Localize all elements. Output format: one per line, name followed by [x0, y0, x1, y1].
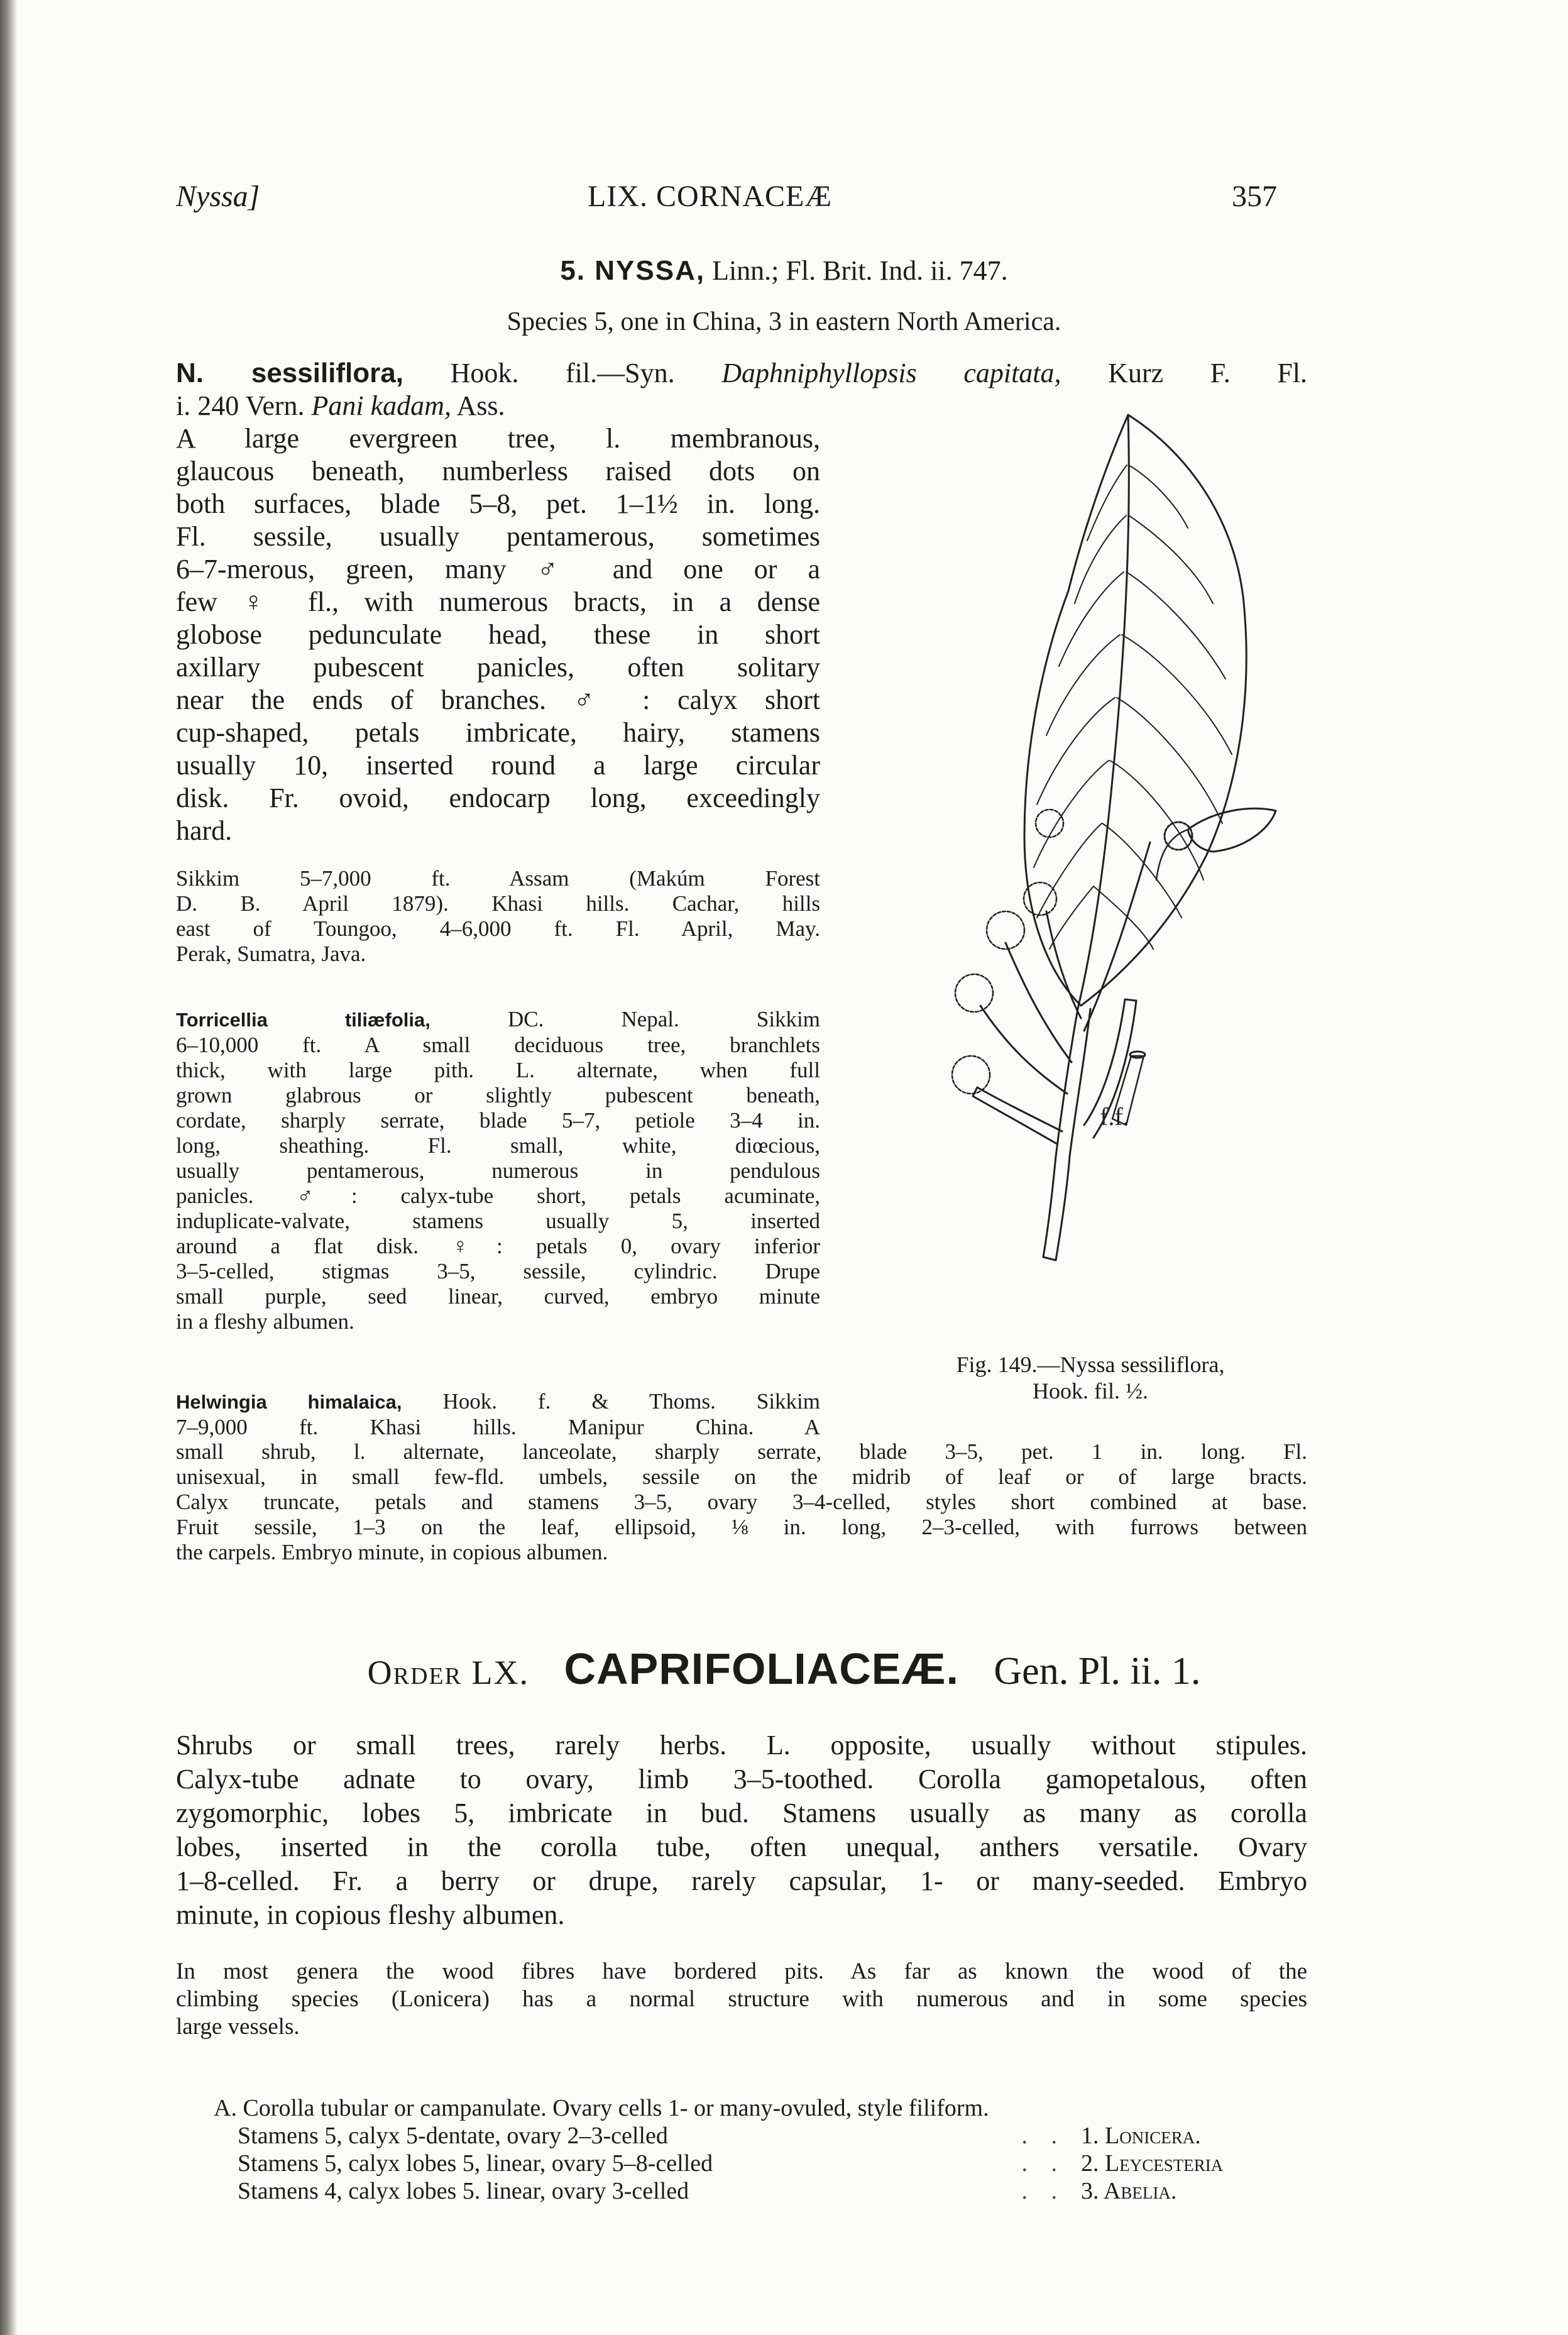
order-line: 1–8-celled. Fr. a berry or drupe, rarely capsular, 1- or many-seeded. Embryo [176, 1865, 1307, 1896]
helwingia-wide-line: the carpels. Embryo minute, in copious albumen. [176, 1540, 608, 1564]
twig-tip [1130, 1052, 1145, 1058]
description-line: cup-shaped, petals imbricate, hairy, stamens [176, 717, 820, 748]
flower-head [1165, 822, 1192, 850]
nyssa-illustration [836, 402, 1320, 1345]
genus-heading [0, 255, 1568, 287]
helwingia-first-line [176, 1389, 820, 1415]
torricellia-line: 3–5-celled, stigmas 3–5, sessile, cylindric. Drupe [176, 1259, 820, 1283]
flower-head [955, 974, 993, 1012]
vern-name: Pani kadam, [311, 390, 451, 421]
order-line: zygomorphic, lobes 5, imbricate in bud. Stamens usually as many as corolla [176, 1798, 1307, 1828]
order-line: Shrubs or small trees, rarely herbs. L. opposite, usually without stipules. [176, 1730, 1307, 1761]
helwingia-wide-line: unisexual, in small few-fld. umbels, sessile on the midrib of leaf or of large bracts. [176, 1464, 1307, 1489]
flower-heads [952, 810, 1063, 1094]
key-row-text: Stamens 5, calyx lobes 5, linear, ovary 5–8-celled [238, 2150, 713, 2177]
description-line: globose pedunculate head, these in short [176, 619, 820, 650]
species-synonym-ref: Kurz F. Fl. [1108, 358, 1308, 388]
wood-line: large vessels. [176, 2014, 300, 2040]
flower-head [1036, 810, 1063, 837]
description-line: few ♀ fl., with numerous bracts, in a dense [176, 586, 820, 617]
order-name: CAPRIFOLIACEÆ. [564, 1644, 959, 1693]
species-distribution [176, 866, 820, 967]
species-vernacular-line [176, 390, 820, 422]
torricellia-line: long, sheathing. Fl. small, white, diœcious, [176, 1133, 820, 1158]
branch [980, 1006, 1067, 1094]
branch [1006, 943, 1072, 1062]
key-genus: 3. Abelia. [1081, 2178, 1177, 2204]
description-line: axillary pubescent panicles, often solitary [176, 652, 820, 683]
helwingia-paragraph-head [176, 1389, 820, 1440]
wood-line: climbing species (Lonicera) has a normal structure with numerous and in some species [176, 1986, 1307, 2012]
leaf-veins [1034, 465, 1232, 949]
distribution-line: D. B. April 1879). Khasi hills. Cachar, hills [176, 891, 820, 916]
torricellia-line: grown glabrous or slightly pubescent beneath, [176, 1083, 820, 1107]
caption-line: Hook. fil. ½. [1033, 1378, 1148, 1404]
helwingia-wide-line: Fruit sessile, 1–3 on the leaf, ellipsoid, ⅛ in. long, 2–3-celled, with furrows between [176, 1515, 1307, 1539]
scan-edge [0, 0, 18, 2335]
genus-name: 5. NYSSA, [560, 255, 706, 286]
order-description [176, 1728, 1307, 1932]
torricellia-line: around a flat disk. ♀: petals 0, ovary inferior [176, 1234, 820, 1258]
vern-region: Ass. [456, 390, 505, 421]
wood-line: In most genera the wood fibres have bordered pits. As far as known the wood of the [176, 1959, 1307, 1984]
description-line: disk. Fr. ovoid, endocarp long, exceedingly [176, 783, 820, 813]
order-line: lobes, inserted in the corolla tube, often unequal, anthers versatile. Ovary [176, 1832, 1307, 1862]
key-genus: 2. Leycesteria [1081, 2150, 1224, 2177]
key-genus: 1. Lonicera. [1081, 2123, 1201, 2149]
torricellia-line: usually pentamerous, numerous in pendulous [176, 1158, 820, 1183]
key-row-text: Stamens 4, calyx lobes 5. linear, ovary 3-celled [238, 2178, 689, 2204]
order-heading [0, 1644, 1568, 1694]
description-line: usually 10, inserted round a large circular [176, 750, 820, 781]
species-ref: i. 240 [176, 390, 239, 421]
torricellia-line: induplicate-valvate, stamens usually 5, inserted [176, 1209, 820, 1233]
caption-line: Fig. 149.—Nyssa sessiliflora, [956, 1352, 1225, 1377]
key-dots: . . [1021, 2123, 1066, 2149]
description-line: Fl. sessile, usually pentamerous, sometimes [176, 521, 820, 552]
species-heading [176, 357, 1307, 390]
order-line: minute, in copious fleshy albumen. [176, 1899, 565, 1930]
torricellia-first-line [176, 1007, 820, 1033]
page-number: 357 [1232, 180, 1277, 213]
distribution-line: Perak, Sumatra, Java. [176, 942, 366, 966]
helwingia-wide-line: small shrub, l. alternate, lanceolate, sharply serrate, blade 3–5, pet. 1 in. long. Fl. [176, 1439, 1307, 1464]
key-row [214, 2150, 1307, 2177]
description-line: 6–7-merous, green, many ♂ and one or a [176, 554, 820, 585]
key-dots: . . [1021, 2178, 1066, 2204]
vern-label: Vern. [245, 390, 305, 421]
torricellia-line: cordate, sharply serrate, blade 5–7, petiole 3–4 in. [176, 1108, 820, 1133]
genus-key [214, 2094, 1307, 2205]
distribution-line: Sikkim 5–7,000 ft. Assam (Makúm Forest [176, 866, 820, 891]
distribution-line: east of Toungoo, 4–6,000 ft. Fl. April, May. [176, 916, 820, 941]
torricellia-paragraph [176, 1007, 820, 1334]
stem [1043, 1009, 1090, 1260]
description-line: glaucous beneath, numberless raised dots on [176, 456, 820, 486]
figure-caption [864, 1351, 1317, 1404]
species-synonym: Daphniphyllopsis capitata, [721, 358, 1061, 388]
key-head: A. Corolla tubular or campanulate. Ovary cells 1- or many-ovuled, style filiform. [214, 2095, 989, 2121]
torricellia-name: Torricellia tiliæfolia, [176, 1009, 430, 1031]
torricellia-first-rest: DC. Nepal. Sikkim [507, 1007, 820, 1031]
fruit-bud [1188, 808, 1276, 852]
torricellia-line: thick, with large pith. L. alternate, when full [176, 1058, 820, 1082]
description-line: both surfaces, blade 5–8, pet. 1–1½ in. long. [176, 488, 820, 519]
helwingia-wide-line: Calyx truncate, petals and stamens 3–5, ovary 3–4-celled, styles short combined at base. [176, 1490, 1307, 1514]
branch [1084, 842, 1150, 1031]
flower-head [952, 1056, 990, 1094]
artist-signature: f.f. [1100, 1102, 1129, 1131]
key-row-text: Stamens 5, calyx 5-dentate, ovary 2–3-celled [238, 2123, 668, 2149]
wood-note [176, 1958, 1307, 2041]
running-head-title: LIX. CORNACEÆ [588, 180, 833, 213]
helwingia-name: Helwingia himalaica, [176, 1391, 402, 1413]
helwingia-paragraph-body [176, 1439, 1307, 1565]
description-line: near the ends of branches. ♂ : calyx short [176, 684, 820, 715]
order-number: Order LX. [367, 1654, 529, 1691]
helwingia-first-rest: Hook. f. & Thoms. Sikkim [442, 1389, 820, 1414]
species-description [176, 422, 820, 847]
genus-species-note: Species 5, one in China, 3 in eastern North America. [507, 307, 1061, 336]
order-line: Calyx-tube adnate to ovary, limb 3–5-toothed. Corolla gamopetalous, often [176, 1764, 1307, 1794]
order-reference: Gen. Pl. ii. 1. [994, 1650, 1201, 1693]
torricellia-line: small purple, seed linear, curved, embryo minute [176, 1284, 820, 1309]
key-dots: . . [1021, 2150, 1066, 2177]
key-row [214, 2177, 1307, 2205]
description-line: A large evergreen tree, l. membranous, [176, 423, 820, 454]
running-head-left: Nyssa] [176, 180, 260, 213]
species-author: Hook. fil.—Syn. [450, 358, 675, 388]
genus-authority: Linn.; Fl. Brit. Ind. ii. 747. [712, 255, 1008, 286]
torricellia-line: 6–10,000 ft. A small deciduous tree, branchlets [176, 1033, 820, 1057]
branch [973, 1087, 1062, 1144]
helwingia-line: 7–9,000 ft. Khasi hills. Manipur China. A [176, 1415, 820, 1439]
torricellia-line: panicles. ♂: calyx-tube short, petals acuminate, [176, 1184, 820, 1208]
description-line: hard. [176, 815, 233, 846]
torricellia-line: in a fleshy albumen. [176, 1309, 354, 1334]
species-name: N. sessiliflora, [176, 358, 403, 388]
key-row [214, 2122, 1307, 2150]
